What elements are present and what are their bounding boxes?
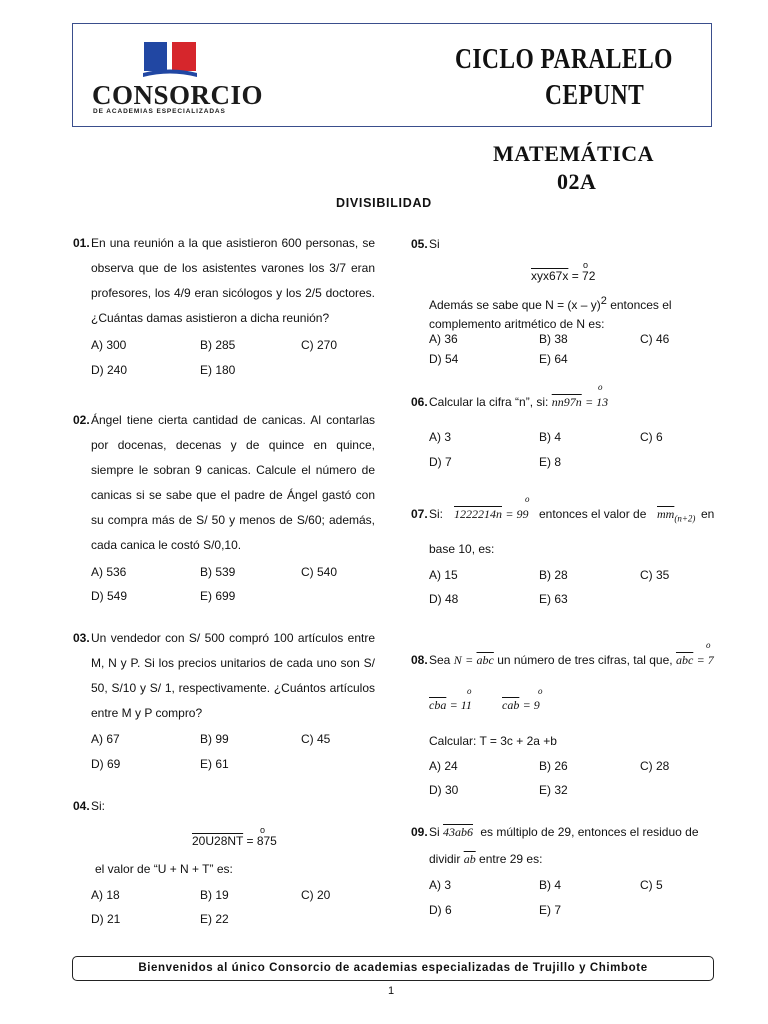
option: B) 4 — [539, 430, 562, 444]
option: C) 35 — [640, 568, 670, 582]
question-number: 04. — [73, 799, 90, 813]
text-part: un número de tres cifras, tal que, — [497, 653, 673, 667]
option: A) 3 — [429, 878, 452, 892]
numeral: 43ab6 — [443, 825, 474, 839]
numeral: 20U28NT — [192, 834, 244, 848]
header-title-line1: CICLO PARALELO — [455, 44, 673, 75]
question-intro: Si — [429, 237, 440, 251]
equals-multiple: = 72 — [571, 269, 596, 283]
text-part: Calcular la cifra “n”, si: — [429, 395, 549, 409]
subject-title: MATEMÁTICA — [493, 141, 655, 166]
question-intro: Si: — [91, 799, 106, 813]
numeral: 1222214n — [454, 507, 502, 521]
option: E) 64 — [539, 352, 568, 366]
question-number: 07. — [411, 507, 428, 521]
option: D) 7 — [429, 455, 452, 469]
numeral: $\overline{abc}$ — [675, 653, 694, 667]
option: E) 699 — [200, 589, 236, 603]
question-text — [429, 292, 714, 334]
question-number: 01. — [73, 236, 90, 250]
footer-text: Bienvenidos al único Consorcio de academias especializadas de Trujillo y Chimbote — [138, 962, 648, 974]
question-text — [429, 825, 714, 840]
option: C) 28 — [640, 759, 670, 773]
option: D) 21 — [91, 912, 121, 926]
option: A) 18 — [91, 888, 120, 902]
numeral: $\overline{abc}$ — [476, 653, 494, 667]
option: D) 30 — [429, 783, 459, 797]
option: B) 28 — [539, 568, 568, 582]
option: E) 22 — [200, 912, 229, 926]
formula — [531, 269, 595, 283]
option: A) 536 — [91, 565, 127, 579]
multiple-mark: o — [598, 382, 603, 392]
multiple-mark: o — [467, 686, 472, 696]
question-number: 03. — [73, 631, 90, 645]
question-text — [429, 395, 608, 410]
option: C) 540 — [301, 565, 338, 579]
option: B) 4 — [539, 878, 562, 892]
formula — [429, 698, 472, 713]
option: E) 63 — [539, 592, 568, 606]
question-number: 09. — [411, 825, 428, 839]
option: C) 46 — [640, 332, 670, 346]
question-text: Calcular: T = 3c + 2a +b — [429, 734, 557, 748]
question-number: 08. — [411, 653, 428, 667]
option: E) 32 — [539, 783, 568, 797]
variable: N — [453, 653, 462, 667]
text-part: Si — [429, 825, 440, 839]
question-text: Un vendedor con S/ 500 compró 100 artículos entre M, N y P. Si los precios unitarios de cada uno son S/ 50, S/10 y S/ 1, respectivamente. ¿Cuántos artículos entre M y P compro? — [91, 631, 375, 720]
option: B) 285 — [200, 338, 236, 352]
multiple-mark: o — [525, 494, 530, 504]
equals-multiple: = 875 — [246, 834, 277, 848]
option: A) 67 — [91, 732, 120, 746]
formula — [192, 834, 277, 848]
option: C) 6 — [640, 430, 663, 444]
text-part: Además se sabe que N = (x – y) — [429, 298, 601, 312]
page-number: 1 — [388, 985, 395, 997]
option: E) 180 — [200, 363, 236, 377]
header-title-line2: CEPUNT — [545, 80, 645, 111]
numeral: $\overline{ab}$ — [463, 852, 476, 866]
book-logo-icon — [140, 38, 200, 80]
numeral: xyx67x — [531, 269, 569, 283]
option: A) 24 — [429, 759, 458, 773]
multiple-mark: o — [260, 825, 266, 835]
logo-subtitle: DE ACADEMIAS ESPECIALIZADAS — [93, 108, 226, 115]
option: B) 26 — [539, 759, 568, 773]
option: B) 38 — [539, 332, 568, 346]
numeral: $\overline{mm}$ — [657, 507, 675, 521]
option: C) 270 — [301, 338, 338, 352]
question-text — [429, 852, 542, 867]
multiple-mark: o — [538, 686, 543, 696]
option: B) 19 — [200, 888, 229, 902]
text-part: entre 29 es: — [479, 852, 543, 866]
option: A) 300 — [91, 338, 127, 352]
question-number: 05. — [411, 237, 428, 251]
option: D) 54 — [429, 352, 459, 366]
formula — [454, 507, 528, 522]
topic-heading: DIVISIBILIDAD — [336, 196, 432, 210]
multiple-mark: o — [706, 640, 711, 650]
option: A) 36 — [429, 332, 458, 346]
question-text: el valor de “U + N + T” es: — [95, 862, 233, 876]
option: D) 48 — [429, 592, 459, 606]
question-text: en — [701, 507, 715, 521]
option: C) 45 — [301, 732, 331, 746]
option: D) 240 — [91, 363, 128, 377]
equals-multiple: = 99 — [505, 507, 529, 521]
option: D) 549 — [91, 589, 128, 603]
option: D) 6 — [429, 903, 452, 917]
option: B) 99 — [200, 732, 229, 746]
option: C) 5 — [640, 878, 663, 892]
question-number: 06. — [411, 395, 428, 409]
subject-code: 02A — [557, 169, 597, 194]
equals: = — [465, 653, 474, 667]
multiple-mark: o — [583, 260, 589, 270]
question-text: Ángel tiene cierta cantidad de canicas. Al contarlas por docenas, decenas y de quince en quince, siempre le sobran 9 canicas. Calcule el número de canicas si se sabe que el padre de Ángel gastó con su compra más de S/ 50 y menos de S/60; además, cada canica le costó S/0,10. — [91, 413, 375, 552]
equals-multiple: = 13 — [585, 395, 609, 409]
base-subscript: (n+2) — [674, 513, 696, 524]
question-intro: Si: — [429, 507, 444, 521]
option: E) 7 — [539, 903, 562, 917]
equals-multiple: = 9 — [522, 698, 540, 712]
option: E) 61 — [200, 757, 229, 771]
question-number: 02. — [73, 413, 90, 427]
question-text: entonces el valor de — [539, 507, 647, 521]
exponent: 2 — [600, 295, 607, 307]
option: B) 539 — [200, 565, 236, 579]
option: D) 69 — [91, 757, 121, 771]
text-part: dividir — [429, 852, 461, 866]
formula — [657, 507, 695, 523]
option: E) 8 — [539, 455, 562, 469]
text-part: es múltiplo de 29, entonces el residuo de — [480, 825, 699, 839]
question-text: En una reunión a la que asistieron 600 personas, se observa que de los asistentes varones los 3/7 eran profesores, los 4/9 eran sicólogos y los 2/5 doctores. ¿Cuántas damas asistieron a dicha reunión? — [91, 236, 375, 325]
question-text: base 10, es: — [429, 542, 495, 556]
numeral: nn97n — [551, 395, 582, 409]
option: C) 20 — [301, 888, 331, 902]
numeral: $\overline{cba}$ — [429, 698, 447, 712]
option: A) 15 — [429, 568, 458, 582]
logo-text: CONSORCIO — [92, 80, 264, 110]
question-text — [429, 653, 714, 668]
option: A) 3 — [429, 430, 452, 444]
equals-multiple: = 11 — [449, 698, 472, 712]
numeral: $\overline{cab}$ — [502, 698, 520, 712]
text-part: Sea — [429, 653, 451, 667]
text-part: entonces el complemento aritmético de N es: — [429, 298, 672, 331]
equals-multiple: = 7 — [696, 653, 714, 667]
formula — [502, 698, 540, 713]
